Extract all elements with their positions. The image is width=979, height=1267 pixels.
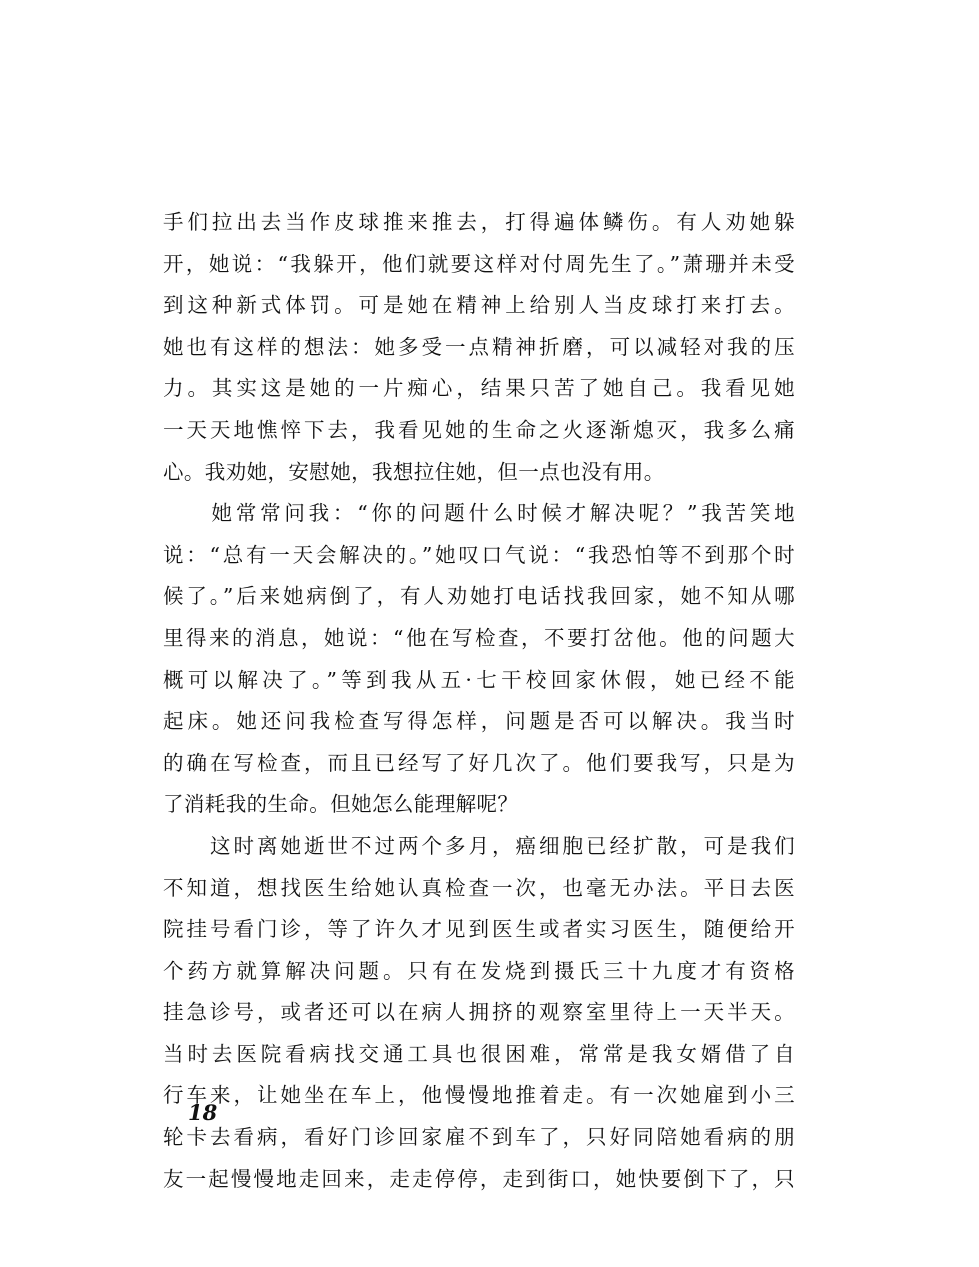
text-line: 心。我劝她，安慰她，我想拉住她，但一点也没有用。 bbox=[163, 459, 665, 484]
text-line: 概可以解决了。”等到我从五·七干校回家休假，她已经不能 bbox=[163, 667, 795, 692]
text-line: 友一起慢慢地走回来，走走停停，走到街口，她快要倒下了，只 bbox=[163, 1166, 795, 1191]
text-line: 候了。”后来她病倒了，有人劝她打电话找我回家，她不知从哪 bbox=[163, 584, 795, 609]
text-line: 行车来，让她坐在车上，他慢慢地推着走。有一次她雇到小三 bbox=[163, 1083, 795, 1108]
text-line: 里得来的消息，她说：“他在写检查，不要打岔他。他的问题大 bbox=[163, 625, 795, 650]
text-line: 了消耗我的生命。但她怎么能理解呢？ bbox=[163, 792, 519, 817]
text-line: 不知道，想找医生给她认真检查一次，也毫无办法。平日去医 bbox=[163, 875, 795, 900]
text-line: 的确在写检查，而且已经写了好几次了。他们要我写，只是为 bbox=[163, 750, 795, 775]
text-line: 轮卡去看病，看好门诊回家雇不到车了，只好同陪她看病的朋 bbox=[163, 1125, 795, 1150]
text-line: 手们拉出去当作皮球推来推去，打得遍体鳞伤。有人劝她躲 bbox=[163, 210, 795, 234]
text-line: 她常常问我：“你的问题什么时候才解决呢？”我苦笑地 bbox=[163, 501, 795, 526]
text-line: 院挂号看门诊，等了许久才见到医生或者实习医生，随便给开 bbox=[163, 917, 795, 942]
page-number: 18 bbox=[188, 1100, 218, 1125]
text-line: 她也有这样的想法：她多受一点精神折磨，可以减轻对我的压 bbox=[163, 334, 795, 359]
text-line: 一天天地憔悴下去，我看见她的生命之火逐渐熄灭，我多么痛 bbox=[163, 417, 795, 442]
text-line: 开，她说：“我躲开，他们就要这样对付周先生了。”萧珊并未受 bbox=[163, 251, 795, 276]
text-line: 到这种新式体罚。可是她在精神上给别人当皮球打来打去。 bbox=[163, 293, 795, 318]
text-line: 力。其实这是她的一片痴心，结果只苦了她自己。我看见她 bbox=[163, 376, 795, 401]
text-line: 当时去医院看病找交通工具也很困难，常常是我女婿借了自 bbox=[163, 1041, 795, 1066]
text-line: 个药方就算解决问题。只有在发烧到摄氏三十九度才有资格 bbox=[163, 958, 795, 983]
text-line: 这时离她逝世不过两个多月，癌细胞已经扩散，可是我们 bbox=[163, 833, 795, 858]
body-text bbox=[163, 202, 795, 1200]
text-line: 说：“总有一天会解决的。”她叹口气说：“我恐怕等不到那个时 bbox=[163, 542, 795, 567]
text-line: 起床。她还问我检查写得怎样，问题是否可以解决。我当时 bbox=[163, 709, 795, 734]
text-line: 挂急诊号，或者还可以在病人拥挤的观察室里待上一天半天。 bbox=[163, 1000, 795, 1025]
